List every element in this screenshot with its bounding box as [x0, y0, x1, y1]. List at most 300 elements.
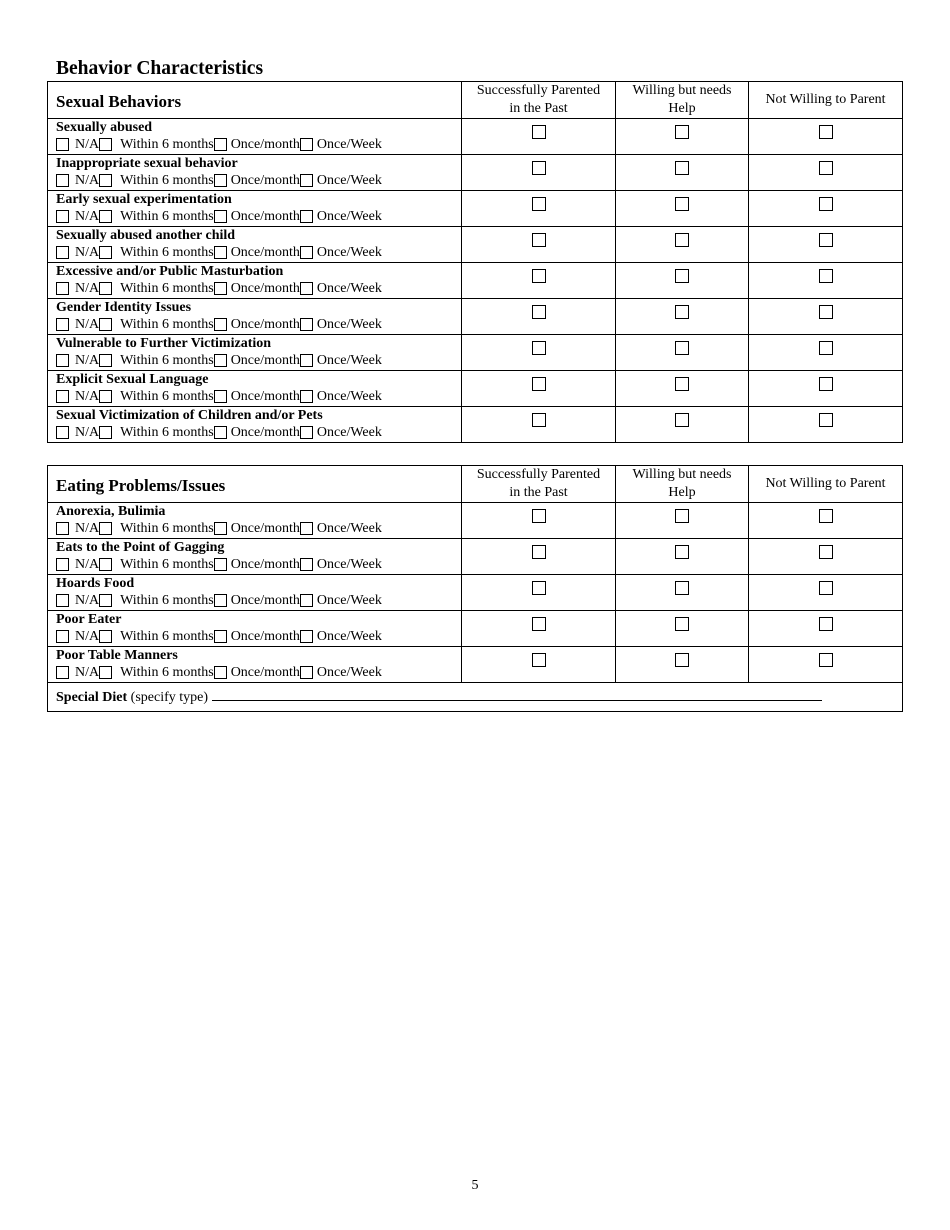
frequency-label: Once/Week: [316, 629, 382, 644]
item-cell: [48, 119, 462, 155]
column-header-col1: Successfully Parented in the Past: [462, 82, 616, 119]
frequency-checkbox[interactable]: [56, 426, 69, 439]
frequency-checkbox[interactable]: [99, 282, 112, 295]
eating-problems-table: [47, 465, 903, 712]
page-number: 5: [471, 1178, 479, 1193]
frequency-options: [56, 592, 461, 609]
rating-cell-col1: [462, 119, 616, 155]
rating-checkbox-col2[interactable]: [675, 617, 689, 631]
rating-cell-col1: [462, 263, 616, 299]
table-header-row: [48, 82, 903, 119]
frequency-label: N/A: [75, 209, 100, 224]
frequency-checkbox[interactable]: [56, 318, 69, 331]
frequency-label: N/A: [75, 281, 100, 296]
frequency-option: [214, 208, 300, 225]
rating-cell-col2: [616, 155, 749, 191]
frequency-option: [300, 556, 382, 573]
rating-checkbox-col1[interactable]: [532, 233, 546, 247]
frequency-option: [300, 208, 382, 225]
frequency-checkbox[interactable]: [214, 558, 227, 571]
frequency-option: [214, 556, 300, 573]
column-header-col3: Not Willing to Parent: [749, 466, 903, 503]
frequency-option: [56, 520, 99, 537]
frequency-checkbox[interactable]: [214, 522, 227, 535]
rating-cell-col1: [462, 227, 616, 263]
rating-cell-col1: [462, 299, 616, 335]
frequency-option: [99, 388, 214, 405]
frequency-checkbox[interactable]: [56, 522, 69, 535]
table-row: [48, 263, 903, 299]
frequency-checkbox[interactable]: [99, 354, 112, 367]
frequency-label: Within 6 months: [120, 353, 214, 368]
rating-cell-col2: [616, 263, 749, 299]
rating-checkbox-col1[interactable]: [532, 269, 546, 283]
frequency-option: [300, 592, 382, 609]
rating-checkbox-col2[interactable]: [675, 581, 689, 595]
frequency-checkbox[interactable]: [99, 630, 112, 643]
frequency-option: [56, 208, 99, 225]
frequency-options: [56, 520, 461, 537]
frequency-label: Once/month: [230, 209, 300, 224]
frequency-label: Within 6 months: [120, 425, 214, 440]
rating-cell-col1: [462, 335, 616, 371]
frequency-options: [56, 244, 461, 261]
frequency-checkbox[interactable]: [214, 630, 227, 643]
frequency-checkbox[interactable]: [99, 210, 112, 223]
frequency-checkbox[interactable]: [99, 174, 112, 187]
rating-checkbox-col3[interactable]: [819, 197, 833, 211]
rating-cell-col2: [616, 647, 749, 683]
rating-cell-col3: [749, 263, 903, 299]
frequency-label: Once/Week: [316, 557, 382, 572]
column-header-col3: Not Willing to Parent: [749, 82, 903, 119]
frequency-checkbox[interactable]: [99, 390, 112, 403]
frequency-checkbox[interactable]: [300, 666, 313, 679]
frequency-checkbox[interactable]: [214, 174, 227, 187]
frequency-option: [214, 628, 300, 645]
frequency-checkbox[interactable]: [56, 558, 69, 571]
item-cell: [48, 227, 462, 263]
frequency-checkbox[interactable]: [214, 354, 227, 367]
table-row: [48, 407, 903, 443]
table-row: [48, 371, 903, 407]
frequency-label: N/A: [75, 521, 100, 536]
frequency-label: Once/Week: [316, 521, 382, 536]
frequency-checkbox[interactable]: [99, 318, 112, 331]
rating-cell-col3: [749, 407, 903, 443]
rating-checkbox-col2[interactable]: [675, 545, 689, 559]
rating-cell-col1: [462, 371, 616, 407]
rating-checkbox-col1[interactable]: [532, 545, 546, 559]
frequency-checkbox[interactable]: [300, 282, 313, 295]
rating-checkbox-col2[interactable]: [675, 305, 689, 319]
rating-checkbox-col1[interactable]: [532, 341, 546, 355]
rating-cell-col3: [749, 647, 903, 683]
frequency-option: [56, 556, 99, 573]
table-row: [48, 227, 903, 263]
rating-cell-col3: [749, 575, 903, 611]
frequency-label: Once/Week: [316, 593, 382, 608]
frequency-checkbox[interactable]: [56, 246, 69, 259]
special-diet-label: Special Diet: [56, 690, 128, 705]
frequency-label: Within 6 months: [120, 209, 214, 224]
frequency-label: Once/month: [230, 425, 300, 440]
frequency-option: [300, 352, 382, 369]
item-cell: [48, 191, 462, 227]
frequency-options: [56, 136, 461, 153]
rating-checkbox-col2[interactable]: [675, 653, 689, 667]
table-row: [48, 335, 903, 371]
rating-checkbox-col1[interactable]: [532, 581, 546, 595]
frequency-label: N/A: [75, 353, 100, 368]
frequency-option: [99, 556, 214, 573]
item-name: Excessive and/or Public Masturbation: [56, 264, 284, 279]
frequency-options: [56, 208, 461, 225]
rating-checkbox-col1[interactable]: [532, 197, 546, 211]
frequency-label: Once/month: [230, 389, 300, 404]
frequency-option: [56, 664, 99, 681]
frequency-option: [99, 316, 214, 333]
rating-checkbox-col3[interactable]: [819, 233, 833, 247]
frequency-checkbox[interactable]: [99, 594, 112, 607]
frequency-option: [214, 592, 300, 609]
frequency-label: N/A: [75, 317, 100, 332]
frequency-option: [214, 424, 300, 441]
rating-checkbox-col2[interactable]: [675, 413, 689, 427]
item-name: Inappropriate sexual behavior: [56, 156, 238, 171]
frequency-options: [56, 352, 461, 369]
rating-checkbox-col1[interactable]: [532, 305, 546, 319]
frequency-label: Once/Week: [316, 209, 382, 224]
table-row: [48, 191, 903, 227]
frequency-checkbox[interactable]: [300, 354, 313, 367]
rating-cell-col1: [462, 539, 616, 575]
frequency-option: [56, 388, 99, 405]
rating-cell-col2: [616, 227, 749, 263]
frequency-checkbox[interactable]: [99, 522, 112, 535]
rating-cell-col2: [616, 575, 749, 611]
frequency-option: [99, 628, 214, 645]
frequency-label: Within 6 months: [120, 317, 214, 332]
frequency-checkbox[interactable]: [300, 594, 313, 607]
rating-checkbox-col2[interactable]: [675, 509, 689, 523]
column-header-col1: Successfully Parented in the Past: [462, 466, 616, 503]
frequency-label: Within 6 months: [120, 593, 214, 608]
frequency-checkbox[interactable]: [56, 138, 69, 151]
frequency-option: [300, 628, 382, 645]
rating-checkbox-col1[interactable]: [532, 509, 546, 523]
rating-cell-col3: [749, 611, 903, 647]
rating-cell-col3: [749, 227, 903, 263]
frequency-checkbox[interactable]: [99, 666, 112, 679]
rating-cell-col3: [749, 335, 903, 371]
frequency-checkbox[interactable]: [300, 426, 313, 439]
frequency-checkbox[interactable]: [300, 210, 313, 223]
rating-cell-col2: [616, 611, 749, 647]
rating-checkbox-col3[interactable]: [819, 377, 833, 391]
frequency-checkbox[interactable]: [56, 174, 69, 187]
table-row: [48, 575, 903, 611]
sexual-behaviors-table: [47, 81, 903, 443]
frequency-checkbox[interactable]: [56, 594, 69, 607]
frequency-checkbox[interactable]: [214, 594, 227, 607]
item-cell: [48, 155, 462, 191]
frequency-checkbox[interactable]: [214, 318, 227, 331]
frequency-option: [214, 280, 300, 297]
frequency-label: Once/Week: [316, 389, 382, 404]
frequency-option: [214, 244, 300, 261]
item-cell: [48, 407, 462, 443]
frequency-checkbox[interactable]: [300, 174, 313, 187]
rating-cell-col1: [462, 503, 616, 539]
item-cell: [48, 611, 462, 647]
special-diet-row: [48, 683, 903, 712]
rating-cell-col3: [749, 299, 903, 335]
page-title: Behavior Characteristics: [56, 58, 264, 79]
frequency-checkbox[interactable]: [56, 630, 69, 643]
frequency-option: [56, 628, 99, 645]
frequency-option: [99, 520, 214, 537]
frequency-checkbox[interactable]: [214, 210, 227, 223]
frequency-checkbox[interactable]: [214, 138, 227, 151]
frequency-label: Once/Week: [316, 665, 382, 680]
rating-cell-col3: [749, 539, 903, 575]
frequency-checkbox[interactable]: [300, 390, 313, 403]
section-title: Eating Problems/Issues: [48, 466, 462, 503]
rating-cell-col2: [616, 371, 749, 407]
frequency-label: Within 6 months: [120, 665, 214, 680]
frequency-label: N/A: [75, 389, 100, 404]
rating-checkbox-col3[interactable]: [819, 341, 833, 355]
frequency-option: [99, 592, 214, 609]
rating-checkbox-col3[interactable]: [819, 509, 833, 523]
frequency-label: Once/month: [230, 593, 300, 608]
frequency-checkbox[interactable]: [56, 210, 69, 223]
table-row: [48, 539, 903, 575]
item-cell: [48, 371, 462, 407]
frequency-option: [56, 352, 99, 369]
column-header-col2: Willing but needs Help: [616, 466, 749, 503]
rating-checkbox-col3[interactable]: [819, 545, 833, 559]
frequency-label: Once/month: [230, 317, 300, 332]
frequency-option: [56, 424, 99, 441]
frequency-label: Once/month: [230, 557, 300, 572]
frequency-option: [99, 280, 214, 297]
item-name: Gender Identity Issues: [56, 300, 192, 315]
item-name: Early sexual experimentation: [56, 192, 232, 207]
rating-checkbox-col1[interactable]: [532, 377, 546, 391]
frequency-label: Once/month: [230, 353, 300, 368]
item-cell: [48, 575, 462, 611]
rating-cell-col1: [462, 155, 616, 191]
rating-checkbox-col2[interactable]: [675, 161, 689, 175]
rating-checkbox-col3[interactable]: [819, 125, 833, 139]
table-header-row: [48, 466, 903, 503]
rating-checkbox-col3[interactable]: [819, 161, 833, 175]
frequency-option: [300, 520, 382, 537]
frequency-options: [56, 424, 461, 441]
rating-cell-col1: [462, 611, 616, 647]
frequency-option: [300, 388, 382, 405]
frequency-option: [214, 664, 300, 681]
frequency-checkbox[interactable]: [300, 318, 313, 331]
frequency-options: [56, 316, 461, 333]
frequency-label: Once/Week: [316, 425, 382, 440]
rating-checkbox-col3[interactable]: [819, 305, 833, 319]
frequency-checkbox[interactable]: [300, 246, 313, 259]
frequency-label: N/A: [75, 245, 100, 260]
frequency-label: Once/month: [230, 173, 300, 188]
item-name: Explicit Sexual Language: [56, 372, 209, 387]
special-diet-cell: [48, 683, 903, 712]
frequency-option: [300, 280, 382, 297]
rating-cell-col3: [749, 119, 903, 155]
rating-checkbox-col3[interactable]: [819, 653, 833, 667]
item-cell: [48, 647, 462, 683]
frequency-option: [99, 664, 214, 681]
rating-cell-col2: [616, 119, 749, 155]
frequency-label: Once/month: [230, 521, 300, 536]
frequency-label: Once/Week: [316, 173, 382, 188]
frequency-checkbox[interactable]: [214, 282, 227, 295]
frequency-label: Within 6 months: [120, 173, 214, 188]
rating-checkbox-col1[interactable]: [532, 125, 546, 139]
rating-checkbox-col3[interactable]: [819, 413, 833, 427]
frequency-label: N/A: [75, 665, 100, 680]
table-row: [48, 503, 903, 539]
frequency-checkbox[interactable]: [214, 426, 227, 439]
frequency-option: [99, 352, 214, 369]
frequency-options: [56, 556, 461, 573]
frequency-label: Within 6 months: [120, 281, 214, 296]
rating-checkbox-col2[interactable]: [675, 269, 689, 283]
table-row: [48, 299, 903, 335]
frequency-label: Once/month: [230, 245, 300, 260]
frequency-label: Once/month: [230, 281, 300, 296]
special-diet-hint: (specify type): [130, 690, 209, 705]
frequency-option: [99, 244, 214, 261]
frequency-checkbox[interactable]: [214, 390, 227, 403]
frequency-option: [56, 136, 99, 153]
column-header-col2: Willing but needs Help: [616, 82, 749, 119]
item-name: Eats to the Point of Gagging: [56, 540, 225, 555]
frequency-label: Once/Week: [316, 317, 382, 332]
table-row: [48, 119, 903, 155]
frequency-option: [214, 316, 300, 333]
item-cell: [48, 299, 462, 335]
frequency-option: [300, 244, 382, 261]
frequency-option: [56, 172, 99, 189]
rating-checkbox-col2[interactable]: [675, 377, 689, 391]
frequency-checkbox[interactable]: [56, 282, 69, 295]
rating-cell-col2: [616, 299, 749, 335]
rating-checkbox-col1[interactable]: [532, 161, 546, 175]
frequency-checkbox[interactable]: [214, 246, 227, 259]
frequency-checkbox[interactable]: [300, 558, 313, 571]
frequency-option: [56, 316, 99, 333]
table-row: [48, 647, 903, 683]
frequency-option: [300, 664, 382, 681]
rating-cell-col2: [616, 335, 749, 371]
frequency-checkbox[interactable]: [99, 426, 112, 439]
rating-cell-col1: [462, 647, 616, 683]
rating-cell-col2: [616, 503, 749, 539]
rating-checkbox-col3[interactable]: [819, 617, 833, 631]
frequency-checkbox[interactable]: [300, 522, 313, 535]
frequency-label: Once/Week: [316, 353, 382, 368]
rating-cell-col3: [749, 371, 903, 407]
rating-checkbox-col2[interactable]: [675, 233, 689, 247]
rating-checkbox-col2[interactable]: [675, 197, 689, 211]
item-name: Sexually abused: [56, 120, 153, 135]
rating-cell-col1: [462, 575, 616, 611]
rating-cell-col1: [462, 191, 616, 227]
frequency-option: [214, 520, 300, 537]
frequency-label: Within 6 months: [120, 245, 214, 260]
frequency-checkbox[interactable]: [56, 390, 69, 403]
rating-checkbox-col2[interactable]: [675, 341, 689, 355]
frequency-label: Within 6 months: [120, 521, 214, 536]
frequency-option: [300, 136, 382, 153]
item-cell: [48, 335, 462, 371]
table-row: [48, 155, 903, 191]
item-name: Sexual Victimization of Children and/or Pets: [56, 408, 323, 423]
rating-checkbox-col2[interactable]: [675, 125, 689, 139]
frequency-checkbox[interactable]: [99, 138, 112, 151]
frequency-label: N/A: [75, 593, 100, 608]
rating-checkbox-col1[interactable]: [532, 653, 546, 667]
frequency-checkbox[interactable]: [56, 354, 69, 367]
rating-cell-col3: [749, 191, 903, 227]
rating-checkbox-col1[interactable]: [532, 413, 546, 427]
frequency-label: N/A: [75, 557, 100, 572]
item-name: Poor Table Manners: [56, 648, 178, 663]
rating-checkbox-col1[interactable]: [532, 617, 546, 631]
frequency-option: [56, 280, 99, 297]
frequency-option: [300, 316, 382, 333]
section-title: Sexual Behaviors: [48, 82, 462, 119]
frequency-options: [56, 388, 461, 405]
frequency-checkbox[interactable]: [99, 246, 112, 259]
frequency-label: Within 6 months: [120, 389, 214, 404]
table-row: [48, 611, 903, 647]
frequency-label: Within 6 months: [120, 137, 214, 152]
frequency-label: Once/month: [230, 629, 300, 644]
rating-checkbox-col3[interactable]: [819, 269, 833, 283]
frequency-label: N/A: [75, 173, 100, 188]
frequency-options: [56, 664, 461, 681]
frequency-label: Once/Week: [316, 281, 382, 296]
frequency-checkbox[interactable]: [214, 666, 227, 679]
frequency-label: N/A: [75, 425, 100, 440]
frequency-label: N/A: [75, 629, 100, 644]
item-name: Sexually abused another child: [56, 228, 236, 243]
frequency-checkbox[interactable]: [300, 630, 313, 643]
rating-checkbox-col3[interactable]: [819, 581, 833, 595]
frequency-option: [300, 172, 382, 189]
frequency-option: [99, 424, 214, 441]
rating-cell-col2: [616, 407, 749, 443]
rating-cell-col1: [462, 407, 616, 443]
rating-cell-col3: [749, 155, 903, 191]
frequency-checkbox[interactable]: [99, 558, 112, 571]
frequency-label: Once/month: [230, 137, 300, 152]
frequency-checkbox[interactable]: [300, 138, 313, 151]
frequency-checkbox[interactable]: [56, 666, 69, 679]
frequency-option: [56, 592, 99, 609]
item-cell: [48, 539, 462, 575]
special-diet-input-line[interactable]: [212, 688, 822, 701]
